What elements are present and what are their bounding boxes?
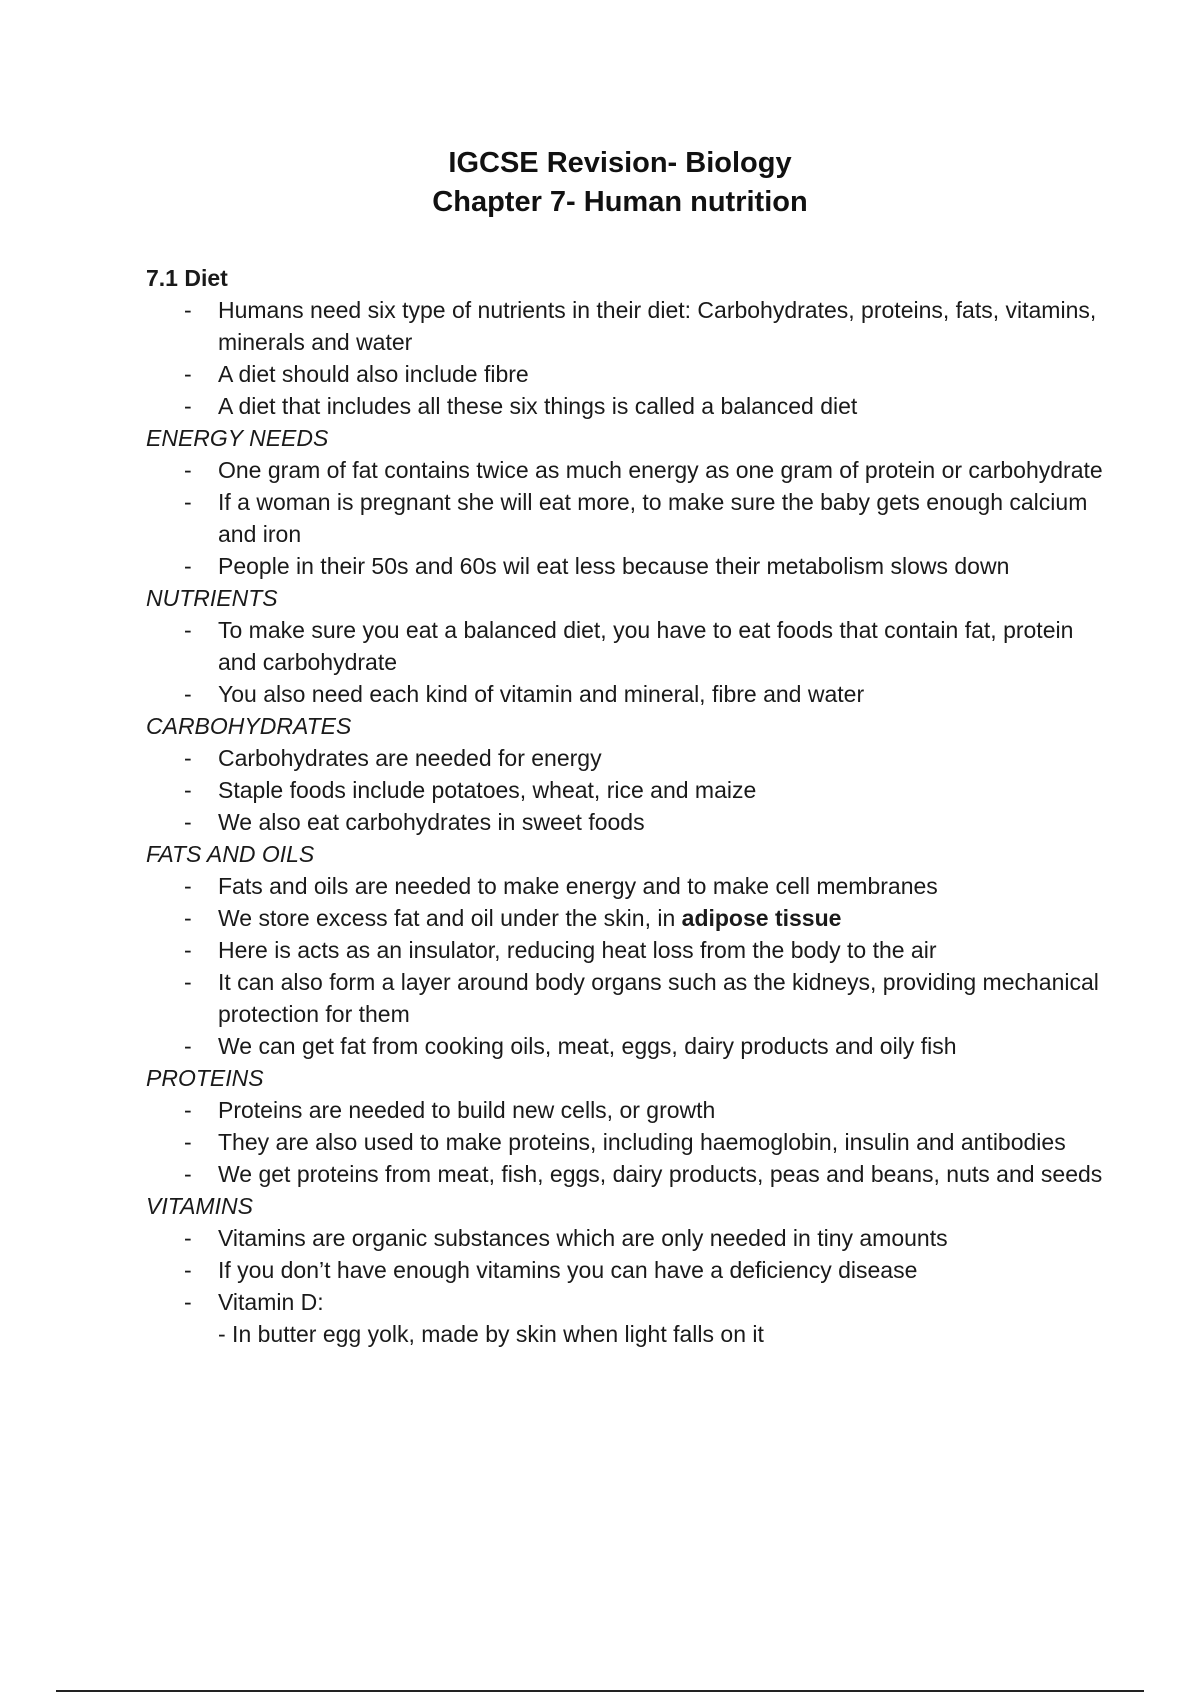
adipose-prefix: We store excess fat and oil under the skin, in — [218, 905, 682, 931]
carbohydrates-heading: CARBOHYDRATES — [146, 713, 352, 739]
list-item: - If you don’t have enough vitamins you can have a deficiency disease — [146, 1254, 1106, 1286]
list-item: - It can also form a layer around body organs such as the kidneys, providing mechanical protection for them — [146, 966, 1106, 1030]
list-item-adipose — [146, 902, 1106, 934]
vitamins-heading: VITAMINS — [146, 1193, 253, 1219]
list-item: - We can get fat from cooking oils, meat, eggs, dairy products and oily fish — [146, 1030, 1106, 1062]
list-item: - You also need each kind of vitamin and mineral, fibre and water — [146, 678, 1106, 710]
vitamins-list — [146, 1222, 1106, 1318]
document-title — [0, 144, 1200, 222]
list-item: - Staple foods include potatoes, wheat, rice and maize — [146, 774, 1106, 806]
list-item: - Carbohydrates are needed for energy — [146, 742, 1106, 774]
title-line-1: IGCSE Revision- Biology — [448, 147, 792, 179]
list-item: - We also eat carbohydrates in sweet foods — [146, 806, 1106, 838]
list-item: - To make sure you eat a balanced diet, you have to eat foods that contain fat, protein and carbohydrate — [146, 614, 1106, 678]
proteins-list — [146, 1094, 1106, 1190]
nutrients-heading: NUTRIENTS — [146, 585, 278, 611]
list-item: - One gram of fat contains twice as much energy as one gram of protein or carbohydrate — [146, 454, 1106, 486]
section-heading: 7.1 Diet — [146, 265, 228, 291]
list-item: - Humans need six type of nutrients in their diet: Carbohydrates, proteins, fats, vitamins, minerals and water — [146, 294, 1106, 358]
list-item: - Fats and oils are needed to make energy and to make cell membranes — [146, 870, 1106, 902]
list-item: - Vitamins are organic substances which are only needed in tiny amounts — [146, 1222, 1106, 1254]
carbohydrates-list — [146, 742, 1106, 838]
list-item: - Vitamin D: — [146, 1286, 1106, 1318]
list-item: - They are also used to make proteins, including haemoglobin, insulin and antibodies — [146, 1126, 1106, 1158]
energy-needs-heading: ENERGY NEEDS — [146, 425, 329, 451]
proteins-heading: PROTEINS — [146, 1065, 264, 1091]
nutrients-list — [146, 614, 1106, 710]
title-line-2: Chapter 7- Human nutrition — [432, 186, 808, 218]
energy-needs-list — [146, 454, 1106, 582]
adipose-tissue-term: adipose tissue — [681, 905, 842, 931]
fats-oils-heading: FATS AND OILS — [146, 841, 315, 867]
intro-list — [146, 294, 1106, 422]
list-item: - Proteins are needed to build new cells, or growth — [146, 1094, 1106, 1126]
list-item: - If a woman is pregnant she will eat more, to make sure the baby gets enough calcium and iron — [146, 486, 1106, 550]
document-body — [146, 262, 1106, 1350]
list-item: - People in their 50s and 60s wil eat less because their metabolism slows down — [146, 550, 1106, 582]
footer-divider — [56, 1690, 1144, 1692]
list-item: - A diet that includes all these six things is called a balanced diet — [146, 390, 1106, 422]
list-item: - We get proteins from meat, fish, eggs, dairy products, peas and beans, nuts and seeds — [146, 1158, 1106, 1190]
list-item: - A diet should also include fibre — [146, 358, 1106, 390]
vitamin-d-subline: - In butter egg yolk, made by skin when light falls on it — [218, 1321, 764, 1347]
list-item: - Here is acts as an insulator, reducing heat loss from the body to the air — [146, 934, 1106, 966]
fats-oils-list — [146, 870, 1106, 1062]
